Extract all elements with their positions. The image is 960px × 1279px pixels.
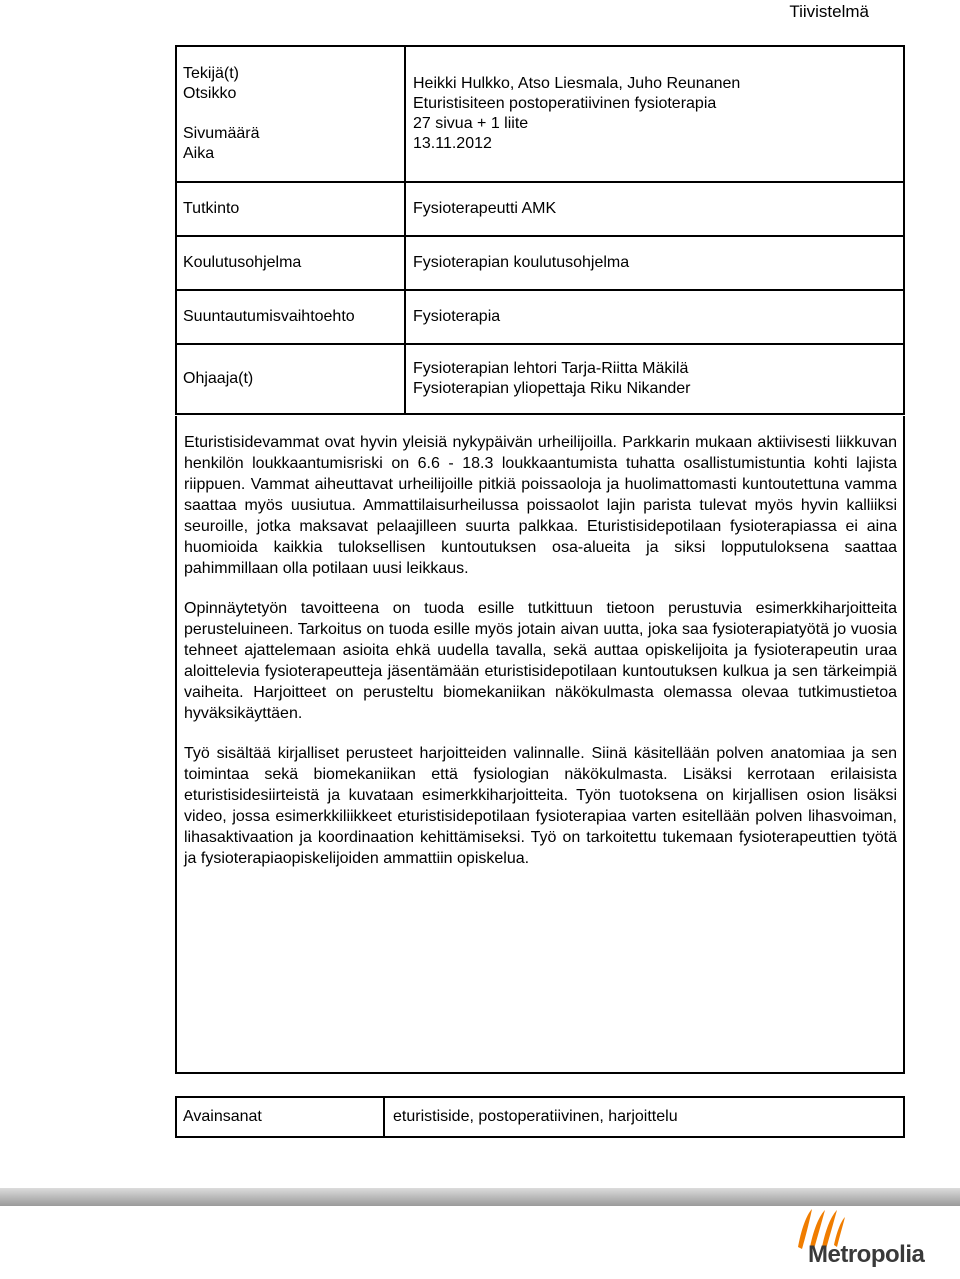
date-value: 13.11.2012 bbox=[413, 135, 492, 152]
page-header-title: Tiivistelmä bbox=[789, 2, 869, 21]
pages-value: 27 sivua + 1 liite bbox=[413, 115, 529, 132]
metadata-table bbox=[175, 45, 905, 415]
metadata-row-author-title bbox=[176, 46, 904, 182]
metadata-row-specialisation bbox=[176, 290, 904, 344]
title-value: Eturistisiteen postoperatiivinen fysioterapia bbox=[413, 95, 717, 112]
date-label: Aika bbox=[183, 145, 215, 162]
supervisors-label: Ohjaaja(t) bbox=[176, 344, 405, 414]
supervisors-value bbox=[405, 344, 904, 414]
specialisation-value: Fysioterapia bbox=[405, 290, 904, 344]
metropolia-logo-text: Metropolia bbox=[808, 1241, 925, 1268]
abstract-paragraph: Eturistisidevammat ovat hyvin yleisiä nykypäivän urheilijoilla. Parkkarin mukaan aktiivisesti liikkuvan henkilön loukkaantumisriski on 6.6 - 18.3 loukkaantumista tuhatta osallistumistuntia kohti lajista riippuen. Vammat aiheuttavat urheilijoille pitkiä poissaoloja ja huolimattomasti kuntoutettuna vamma saattaa myös uusiutua. Ammattilaisurheilussa poissaolot lajin parista tulevat myös hyvin kalliiksi seuroille, jotka maksavat pelaajilleen suurta palkkaa. Eturistisidepotilaan fysioterapiassa ei aina huomioida kaikkia tuloksellisen kuntoutuksen osa-alueita ja siksi lopputuloksena saattaa pahimmillaan olla potilaan uusi leikkaus. bbox=[184, 434, 897, 577]
metadata-row-degree bbox=[176, 182, 904, 236]
keywords-label: Avainsanat bbox=[176, 1097, 384, 1137]
programme-value: Fysioterapian koulutusohjelma bbox=[405, 236, 904, 290]
metadata-values bbox=[405, 46, 904, 182]
abstract-box bbox=[175, 416, 905, 1074]
metadata-labels bbox=[176, 46, 405, 182]
supervisor-2: Fysioterapian yliopettaja Riku Nikander bbox=[413, 380, 691, 397]
abstract-paragraph: Opinnäytetyön tavoitteena on tuoda esille tutkittuun tietoon perustuvia esimerkkiharjoitteita perusteluineen. Tarkoitus on tuoda esille myös jotain aivan uutta, joka saa fysioterapiatyötä jo vuosia tehneet ajattelemaan asioita ehkä uudella tavalla, sekä auttaa opiskelijoita ja fysioterapeutin uraa aloittelevia fysioterapeutteja jäsentämään eturistisidepotilaan kuntoutuksen kulkua ja sen tärkeimpiä vaiheita. Harjoitteet on perusteltu biomekaniikan näkökulmasta olemassa olevaa tutkimustietoa hyväksikäyttäen. bbox=[184, 600, 897, 722]
footer-band bbox=[0, 1188, 960, 1206]
specialisation-label: Suuntautumisvaihtoehto bbox=[176, 290, 405, 344]
degree-label: Tutkinto bbox=[176, 182, 405, 236]
abstract-text bbox=[184, 432, 897, 888]
keywords-value: eturistiside, postoperatiivinen, harjoittelu bbox=[384, 1097, 904, 1137]
metadata-row-programme bbox=[176, 236, 904, 290]
abstract-paragraph: Työ sisältää kirjalliset perusteet harjoitteiden valinnalle. Siinä käsitellään polven anatomiaa ja sen toimintaa sekä biomekaniikan että fysiologian näkökulmasta. Lisäksi kerrotaan erilaisista eturistisidesiirteistä ja kuvataan esimerkkiharjoitteita. Työn tuotoksena on kirjallisen osion lisäksi video, jossa esimerkkiliikkeet eturistisidepotilaan fysioterapiaa varten esitellään polven lihasvoiman, lihasaktivaation ja koordinaation kehittämiseksi. Työ on tarkoitettu tukemaan fysioterapeuttien työtä ja fysioterapiaopiskelijoiden ammattiin opiskelua. bbox=[184, 745, 897, 867]
supervisor-1: Fysioterapian lehtori Tarja-Riitta Mäkilä bbox=[413, 360, 689, 377]
metropolia-logo bbox=[792, 1205, 952, 1275]
keywords-table bbox=[175, 1096, 905, 1138]
programme-label: Koulutusohjelma bbox=[176, 236, 405, 290]
pages-label: Sivumäärä bbox=[183, 125, 260, 142]
author-label: Tekijä(t) bbox=[183, 65, 240, 82]
metadata-row-supervisors bbox=[176, 344, 904, 414]
degree-value: Fysioterapeutti AMK bbox=[405, 182, 904, 236]
title-label: Otsikko bbox=[183, 85, 237, 102]
author-value: Heikki Hulkko, Atso Liesmala, Juho Reunanen bbox=[413, 75, 741, 92]
